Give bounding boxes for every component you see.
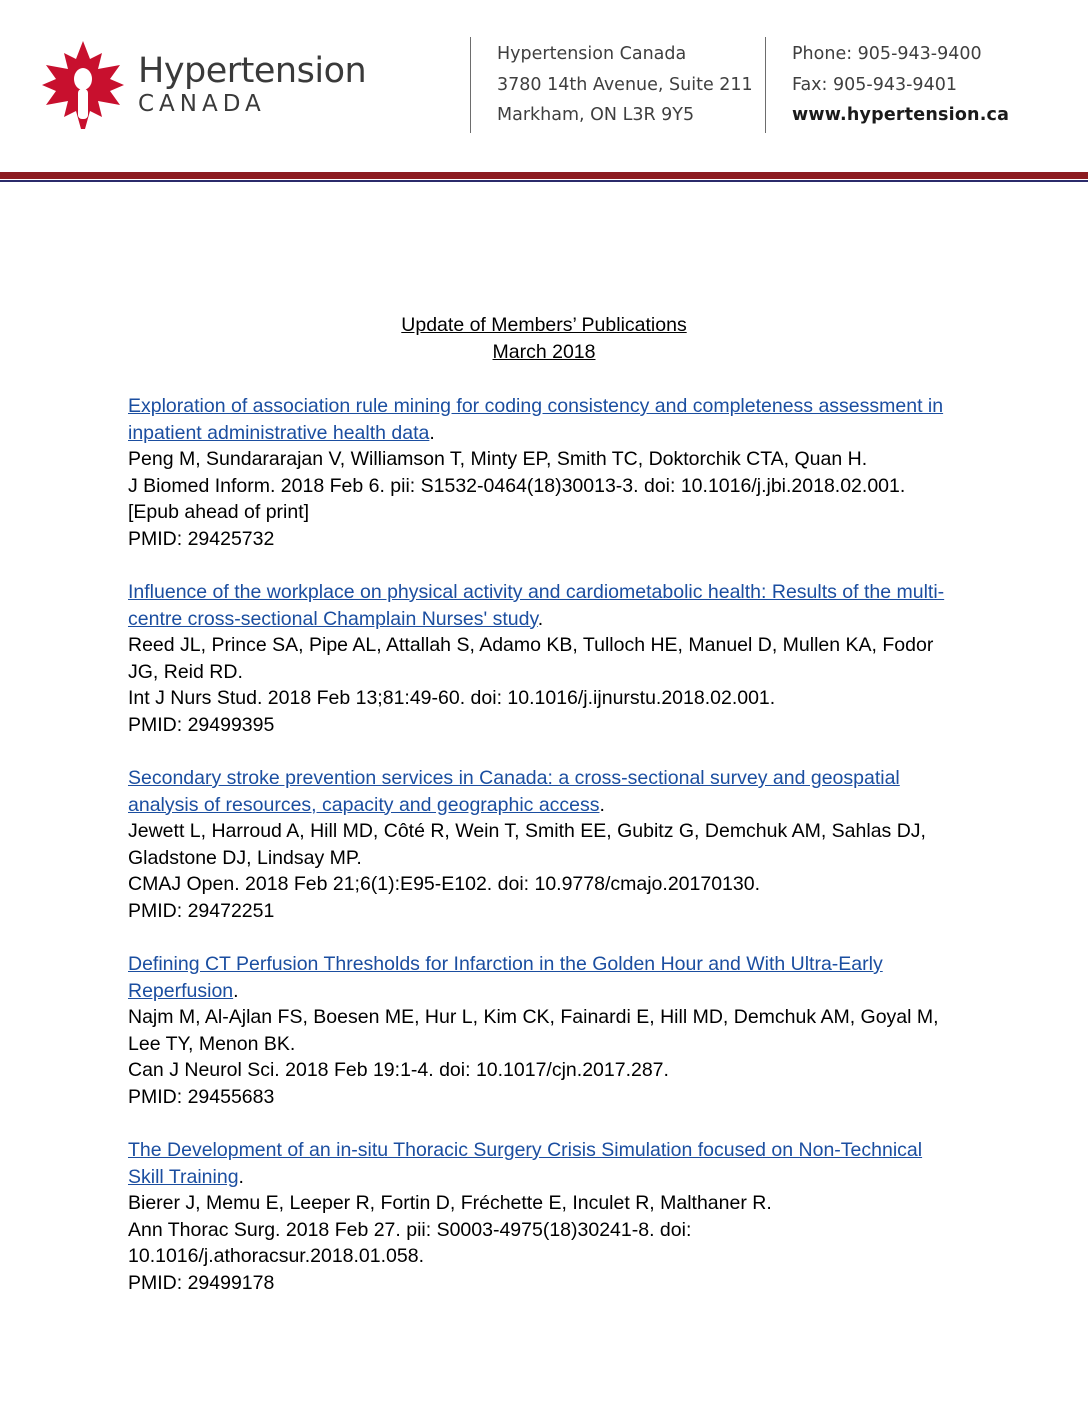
publication-entry	[128, 951, 960, 1110]
publication-pmid: PMID: 29455683	[128, 1085, 275, 1108]
document-title-block	[128, 312, 960, 366]
publication-pmid: PMID: 29499395	[128, 713, 275, 736]
publication-title-line	[128, 579, 960, 632]
logo-line-1: Hypertension	[138, 51, 367, 91]
address-line-2: 3780 14th Avenue, Suite 211	[497, 74, 753, 95]
address-line-3: Markham, ON L3R 9Y5	[497, 105, 695, 126]
publication-pmid: PMID: 29499178	[128, 1271, 275, 1294]
publication-citation: Int J Nurs Stud. 2018 Feb 13;81:49-60. doi: 10.1016/j.ijnurstu.2018.02.001.	[128, 687, 776, 709]
maple-leaf-logo-icon	[40, 39, 126, 131]
divider-2	[765, 37, 766, 133]
publication-entry	[128, 1137, 960, 1296]
publication-title-link[interactable]: Influence of the workplace on physical activity and cardiometabolic health: Results of the multi-centre cross-sectional Champlain Nurses' study	[128, 581, 945, 630]
publication-authors: Reed JL, Prince SA, Pipe AL, Attallah S, Adamo KB, Tulloch HE, Manuel D, Mullen KA, Fodor JG, Reid RD.	[128, 634, 934, 683]
publication-title-period: .	[238, 1165, 244, 1188]
publication-title-line	[128, 1137, 960, 1190]
phone-text: Phone: 905-943-9400	[792, 44, 982, 65]
publication-title-period: .	[429, 421, 435, 444]
page-subtitle: March 2018	[492, 341, 596, 363]
publication-authors: Jewett L, Harroud A, Hill MD, Côté R, Wein T, Smith EE, Gubitz G, Demchuk AM, Sahlas DJ, Gladstone DJ, Lindsay MP.	[128, 820, 926, 869]
publication-entry	[128, 579, 960, 738]
publication-title-link[interactable]: The Development of an in-situ Thoracic Surgery Crisis Simulation focused on Non-Technical Skill Training	[128, 1139, 923, 1188]
publication-title-link[interactable]: Defining CT Perfusion Thresholds for Infarction in the Golden Hour and With Ultra-Early Reperfusion	[128, 953, 883, 1002]
publication-pmid: PMID: 29425732	[128, 527, 275, 550]
publication-authors: Bierer J, Memu E, Leeper R, Fortin D, Fréchette E, Inculet R, Malthaner R.	[128, 1192, 772, 1214]
address-block	[497, 39, 765, 131]
address-line-1: Hypertension Canada	[497, 44, 687, 65]
letterhead	[0, 0, 1088, 186]
page-title: Update of Members’ Publications	[401, 314, 687, 336]
divider-1	[470, 37, 471, 133]
fax-text: Fax: 905-943-9401	[792, 74, 957, 95]
publication-authors: Najm M, Al-Ajlan FS, Boesen ME, Hur L, Kim CK, Fainardi E, Hill MD, Demchuk AM, Goyal M, Lee TY, Menon BK.	[128, 1006, 939, 1055]
publication-title-period: .	[599, 793, 605, 816]
header-rule-thick	[0, 172, 1088, 179]
publication-entry	[128, 765, 960, 924]
organization-logo	[40, 39, 470, 131]
publication-pmid: PMID: 29472251	[128, 899, 275, 922]
publication-title-period: .	[233, 979, 239, 1002]
publication-title-period: .	[537, 607, 544, 630]
contact-block	[792, 39, 1042, 131]
publication-authors: Peng M, Sundararajan V, Williamson T, Minty EP, Smith TC, Doktorchik CTA, Quan H.	[128, 448, 868, 470]
publication-title-line	[128, 765, 960, 818]
publication-citation: J Biomed Inform. 2018 Feb 6. pii: S1532-0464(18)30013-3. doi: 10.1016/j.jbi.2018.02.001. [Epub ahead of print]	[128, 474, 906, 523]
publication-title-line	[128, 951, 960, 1004]
publication-citation: Ann Thorac Surg. 2018 Feb 27. pii: S0003-4975(18)30241-8. doi: 10.1016/j.athoracsur.2018.01.058.	[128, 1218, 692, 1267]
publication-entry	[128, 393, 960, 552]
logo-line-2: CANADA	[138, 91, 266, 117]
publication-title-link[interactable]: Exploration of association rule mining for coding consistency and completeness assessment in inpatient administrative health data	[128, 395, 944, 444]
publication-title-line	[128, 393, 960, 446]
publication-citation: CMAJ Open. 2018 Feb 21;6(1):E95-E102. doi: 10.9778/cmajo.20170130.	[128, 873, 760, 895]
document-body	[0, 312, 1088, 1296]
website-link[interactable]: www.hypertension.ca	[792, 105, 1010, 126]
publication-title-link[interactable]: Secondary stroke prevention services in Canada: a cross-sectional survey and geospatial analysis of resources, capacity and geographic access	[128, 767, 900, 816]
publication-citation: Can J Neurol Sci. 2018 Feb 19:1-4. doi: 10.1017/cjn.2017.287.	[128, 1059, 669, 1081]
header-rule-thin	[0, 180, 1088, 182]
